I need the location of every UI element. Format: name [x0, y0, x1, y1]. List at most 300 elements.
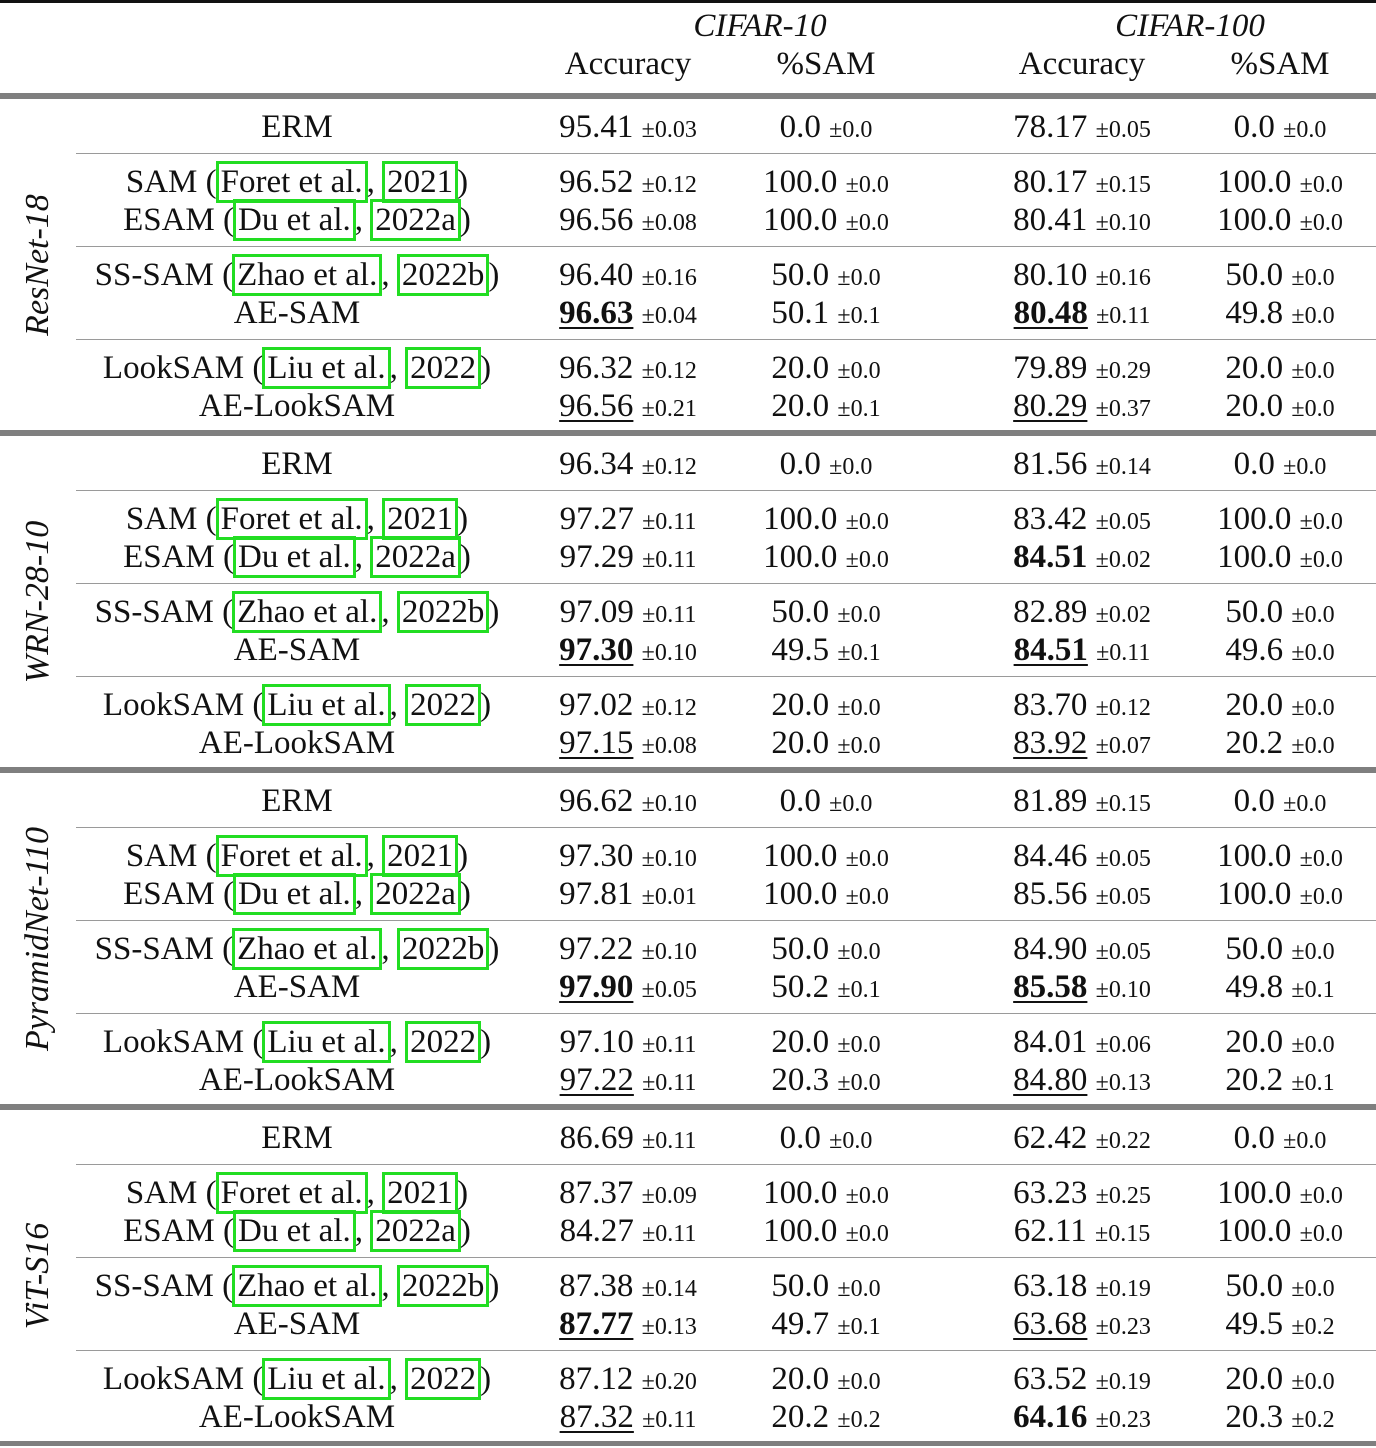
col-header-accuracy-cifar10: Accuracy [564, 46, 692, 82]
method-label: SS-SAM ( [94, 1268, 234, 1304]
sam-pct-cifar100-value: 0.0 [1233, 446, 1275, 482]
accuracy-cifar100-value: 85.56 [1013, 876, 1088, 912]
accuracy-cifar10-std: ±0.16 [641, 265, 697, 291]
accuracy-cifar100-cell [984, 782, 1180, 823]
accuracy-cifar10-cell [530, 724, 726, 765]
sam-pct-cifar10-cell [738, 1398, 914, 1439]
sam-pct-cifar100-cell [1192, 538, 1368, 579]
accuracy-cifar100-cell [984, 631, 1180, 672]
method-label: AE-LookSAM [198, 725, 396, 761]
accuracy-cifar100-std: ±0.10 [1095, 977, 1151, 1003]
citation-separator: , [389, 687, 407, 723]
sam-pct-cifar10-std: ±0.0 [837, 1369, 881, 1395]
citation-separator: , [389, 350, 407, 386]
sam-pct-cifar100-cell [1192, 349, 1368, 390]
accuracy-cifar10-cell [530, 593, 726, 634]
accuracy-cifar10-value: 97.30 [559, 632, 634, 668]
method-name [74, 1398, 520, 1436]
accuracy-cifar100-cell [984, 837, 1180, 878]
accuracy-cifar100-std: ±0.16 [1095, 265, 1151, 291]
citation-close: ) [459, 539, 471, 575]
sam-pct-cifar10-value: 100.0 [763, 539, 838, 575]
citation-close: ) [488, 594, 500, 630]
accuracy-cifar10-cell [530, 631, 726, 672]
accuracy-cifar10-value: 96.40 [559, 257, 634, 293]
sam-pct-cifar10-value: 100.0 [763, 838, 838, 874]
sam-pct-cifar10-cell [738, 445, 914, 486]
method-name [74, 1360, 520, 1398]
sam-pct-cifar10-std: ±0.1 [837, 977, 881, 1003]
accuracy-cifar100-value: 62.42 [1013, 1120, 1088, 1156]
accuracy-cifar10-value: 96.63 [559, 295, 634, 331]
accuracy-cifar10-cell [530, 968, 726, 1009]
sam-pct-cifar10-std: ±0.0 [845, 1183, 889, 1209]
sam-pct-cifar10-cell [738, 1360, 914, 1401]
citation-authors-link[interactable]: Du et al. [233, 1210, 356, 1252]
citation-authors-link[interactable]: Foret et al. [216, 161, 368, 203]
citation-year-link[interactable]: 2022a [370, 1210, 461, 1252]
citation-year-link[interactable]: 2022a [370, 536, 461, 578]
citation-close: ) [457, 1175, 469, 1211]
method-name [74, 968, 520, 1006]
citation-separator: , [366, 1175, 384, 1211]
citation-authors-link[interactable]: Liu et al. [262, 1358, 390, 1400]
method-name [74, 201, 520, 239]
accuracy-cifar100-value: 84.51 [1013, 539, 1088, 575]
sam-pct-cifar100-cell [1192, 256, 1368, 297]
accuracy-cifar100-cell [984, 108, 1180, 149]
citation-close: ) [457, 501, 469, 537]
sam-pct-cifar100-value: 20.0 [1225, 350, 1284, 386]
sam-pct-cifar10-value: 100.0 [763, 202, 838, 238]
sam-pct-cifar100-std: ±0.0 [1291, 602, 1335, 628]
accuracy-cifar100-cell [984, 1061, 1180, 1102]
sam-pct-cifar100-value: 49.5 [1225, 1306, 1284, 1342]
sam-pct-cifar10-value: 50.0 [771, 931, 830, 967]
accuracy-cifar100-std: ±0.11 [1096, 640, 1151, 666]
accuracy-cifar100-cell [984, 1398, 1180, 1439]
accuracy-cifar10-value: 96.52 [559, 164, 634, 200]
citation-authors-link[interactable]: Du et al. [233, 873, 356, 915]
accuracy-cifar10-cell [530, 1360, 726, 1401]
citation-year-link[interactable]: 2022 [405, 347, 481, 389]
citation-year-link[interactable]: 2022 [405, 1358, 481, 1400]
group-separator-rule [0, 767, 1376, 773]
sam-pct-cifar100-std: ±0.0 [1291, 695, 1335, 721]
col-header-sam-cifar100: %SAM [1230, 46, 1330, 82]
accuracy-cifar100-cell [984, 1305, 1180, 1346]
accuracy-cifar10-value: 87.37 [559, 1175, 634, 1211]
sam-pct-cifar10-std: ±0.0 [837, 695, 881, 721]
sam-pct-cifar10-value: 49.5 [771, 632, 830, 668]
citation-separator: , [381, 594, 398, 630]
accuracy-cifar100-value: 63.68 [1013, 1306, 1088, 1342]
accuracy-cifar10-std: ±0.01 [641, 884, 697, 910]
citation-authors-link[interactable]: Foret et al. [216, 1172, 368, 1214]
sam-pct-cifar10-std: ±0.0 [845, 884, 889, 910]
method-name [74, 1305, 520, 1343]
sam-pct-cifar100-cell [1192, 1267, 1368, 1308]
accuracy-cifar10-cell [530, 930, 726, 971]
accuracy-cifar100-std: ±0.05 [1095, 939, 1151, 965]
citation-year-link[interactable]: 2022b [397, 591, 490, 633]
accuracy-cifar10-value: 97.90 [559, 969, 634, 1005]
accuracy-cifar100-std: ±0.05 [1095, 117, 1151, 143]
citation-authors-link[interactable]: Zhao et al. [232, 591, 382, 633]
table-row [0, 1212, 1376, 1250]
sam-pct-cifar100-std: ±0.0 [1291, 1276, 1335, 1302]
accuracy-cifar10-std: ±0.10 [641, 791, 697, 817]
sam-pct-cifar10-value: 50.0 [771, 594, 830, 630]
sam-pct-cifar100-value: 100.0 [1217, 501, 1292, 537]
table-row [0, 256, 1376, 294]
method-label: AE-SAM [233, 1306, 361, 1342]
accuracy-cifar100-value: 83.70 [1013, 687, 1088, 723]
sam-pct-cifar100-value: 20.2 [1225, 725, 1284, 761]
sam-pct-cifar100-std: ±0.0 [1291, 939, 1335, 965]
sam-pct-cifar10-std: ±0.1 [837, 640, 881, 666]
accuracy-cifar10-cell [530, 1061, 726, 1102]
sam-pct-cifar10-std: ±0.0 [829, 454, 873, 480]
sam-pct-cifar100-std: ±0.2 [1291, 1314, 1335, 1340]
accuracy-cifar100-std: ±0.23 [1095, 1407, 1151, 1433]
accuracy-cifar10-cell [530, 1023, 726, 1064]
method-label: SS-SAM ( [94, 931, 234, 967]
sam-pct-cifar10-value: 20.0 [771, 388, 830, 424]
sam-pct-cifar100-cell [1192, 108, 1368, 149]
table-row [0, 500, 1376, 538]
model-name: PyramidNet-110 [19, 826, 57, 1051]
row-separator-rule [76, 827, 1376, 828]
method-label: ESAM ( [123, 202, 235, 238]
citation-separator: , [381, 931, 398, 967]
accuracy-cifar10-value: 87.32 [559, 1399, 634, 1435]
table-row [0, 1061, 1376, 1099]
table-row [0, 930, 1376, 968]
citation-authors-link[interactable]: Liu et al. [262, 684, 390, 726]
accuracy-cifar10-std: ±0.10 [641, 939, 697, 965]
method-label: LookSAM ( [102, 350, 264, 386]
accuracy-cifar100-std: ±0.02 [1095, 547, 1151, 573]
accuracy-cifar100-cell [984, 201, 1180, 242]
citation-year-link[interactable]: 2022 [405, 684, 481, 726]
sam-pct-cifar10-cell [738, 724, 914, 765]
table-row [0, 837, 1376, 875]
sam-pct-cifar10-std: ±0.0 [845, 846, 889, 872]
citation-year-link[interactable]: 2022a [370, 199, 461, 241]
sam-pct-cifar100-std: ±0.0 [1283, 1128, 1327, 1154]
table-row [0, 201, 1376, 239]
sam-pct-cifar100-value: 20.3 [1225, 1399, 1284, 1435]
citation-authors-link[interactable]: Liu et al. [262, 1021, 390, 1063]
citation-authors-link[interactable]: Foret et al. [216, 498, 368, 540]
method-name [74, 1023, 520, 1061]
table-row [0, 1305, 1376, 1343]
sam-pct-cifar10-value: 49.7 [771, 1306, 830, 1342]
accuracy-cifar100-cell [984, 686, 1180, 727]
citation-close: ) [457, 164, 469, 200]
sam-pct-cifar10-value: 100.0 [763, 164, 838, 200]
accuracy-cifar100-value: 62.11 [1013, 1213, 1087, 1249]
accuracy-cifar100-cell [984, 724, 1180, 765]
sam-pct-cifar10-std: ±0.0 [845, 172, 889, 198]
accuracy-cifar10-value: 97.22 [559, 931, 634, 967]
citation-close: ) [480, 687, 492, 723]
accuracy-cifar10-std: ±0.11 [642, 1221, 697, 1247]
citation-close: ) [459, 876, 471, 912]
accuracy-cifar100-cell [984, 930, 1180, 971]
sam-pct-cifar10-std: ±0.0 [837, 1276, 881, 1302]
citation-close: ) [488, 257, 500, 293]
sam-pct-cifar10-value: 50.1 [771, 295, 830, 331]
accuracy-cifar100-cell [984, 500, 1180, 541]
sam-pct-cifar100-cell [1192, 837, 1368, 878]
row-separator-rule [76, 676, 1376, 677]
sam-pct-cifar100-value: 20.0 [1225, 1361, 1284, 1397]
row-separator-rule [76, 339, 1376, 340]
citation-close: ) [488, 1268, 500, 1304]
accuracy-cifar100-std: ±0.10 [1095, 210, 1151, 236]
citation-year-link[interactable]: 2021 [382, 161, 458, 203]
table-row [0, 593, 1376, 631]
citation-close: ) [488, 931, 500, 967]
method-name [74, 782, 520, 820]
table-row [0, 387, 1376, 425]
accuracy-cifar10-cell [530, 201, 726, 242]
accuracy-cifar10-value: 97.30 [559, 838, 634, 874]
sam-pct-cifar100-std: ±0.1 [1291, 1070, 1335, 1096]
sam-pct-cifar100-cell [1192, 686, 1368, 727]
citation-authors-link[interactable]: Zhao et al. [232, 928, 382, 970]
accuracy-cifar100-value: 79.89 [1013, 350, 1088, 386]
model-name: ResNet-18 [19, 193, 57, 336]
sam-pct-cifar10-std: ±0.0 [837, 1070, 881, 1096]
accuracy-cifar100-value: 63.18 [1013, 1268, 1088, 1304]
sam-pct-cifar100-value: 49.6 [1225, 632, 1284, 668]
accuracy-cifar10-std: ±0.11 [642, 1407, 697, 1433]
accuracy-cifar10-cell [530, 294, 726, 335]
sam-pct-cifar10-value: 0.0 [779, 109, 821, 145]
accuracy-cifar10-cell [530, 163, 726, 204]
accuracy-cifar10-cell [530, 256, 726, 297]
citation-year-link[interactable]: 2021 [382, 835, 458, 877]
sam-pct-cifar100-std: ±0.0 [1291, 1369, 1335, 1395]
accuracy-cifar100-std: ±0.25 [1095, 1183, 1151, 1209]
table-top-rule [0, 0, 1376, 3]
citation-separator: , [389, 1361, 407, 1397]
method-label: AE-SAM [233, 295, 361, 331]
accuracy-cifar100-std: ±0.13 [1095, 1070, 1151, 1096]
dataset-header-cifar100: CIFAR-100 [1115, 8, 1265, 44]
sam-pct-cifar10-std: ±0.0 [837, 733, 881, 759]
method-label: ERM [261, 1120, 333, 1156]
accuracy-cifar10-cell [530, 1267, 726, 1308]
sam-pct-cifar100-std: ±0.0 [1291, 1032, 1335, 1058]
citation-authors-link[interactable]: Zhao et al. [232, 254, 382, 296]
sam-pct-cifar10-cell [738, 593, 914, 634]
table-row [0, 163, 1376, 201]
accuracy-cifar100-value: 80.48 [1013, 295, 1088, 331]
method-name [74, 724, 520, 762]
method-label: AE-LookSAM [198, 388, 396, 424]
method-name [74, 294, 520, 332]
accuracy-cifar100-cell [984, 349, 1180, 390]
accuracy-cifar10-value: 96.62 [559, 783, 634, 819]
method-name [74, 1174, 520, 1212]
accuracy-cifar10-value: 97.27 [559, 501, 634, 537]
accuracy-cifar100-value: 80.41 [1013, 202, 1088, 238]
accuracy-cifar100-cell [984, 163, 1180, 204]
sam-pct-cifar10-value: 20.0 [771, 725, 830, 761]
sam-pct-cifar100-cell [1192, 875, 1368, 916]
sam-pct-cifar10-cell [738, 163, 914, 204]
sam-pct-cifar10-cell [738, 1119, 914, 1160]
citation-close: ) [480, 1361, 492, 1397]
sam-pct-cifar10-std: ±0.0 [837, 602, 881, 628]
sam-pct-cifar100-std: ±0.0 [1291, 733, 1335, 759]
accuracy-cifar100-cell [984, 294, 1180, 335]
table-bottom-rule [0, 1441, 1376, 1446]
sam-pct-cifar10-cell [738, 387, 914, 428]
accuracy-cifar100-std: ±0.06 [1095, 1032, 1151, 1058]
accuracy-cifar100-cell [984, 1212, 1180, 1253]
sam-pct-cifar100-cell [1192, 163, 1368, 204]
model-name: ViT-S16 [19, 1222, 56, 1329]
accuracy-cifar10-cell [530, 686, 726, 727]
method-name [74, 875, 520, 913]
accuracy-cifar10-std: ±0.11 [642, 1128, 697, 1154]
sam-pct-cifar100-value: 100.0 [1217, 1175, 1292, 1211]
accuracy-cifar10-cell [530, 1174, 726, 1215]
citation-authors-link[interactable]: Foret et al. [216, 835, 368, 877]
table-row [0, 968, 1376, 1006]
accuracy-cifar10-value: 97.29 [559, 539, 634, 575]
method-label: AE-LookSAM [198, 1399, 396, 1435]
accuracy-cifar100-cell [984, 968, 1180, 1009]
accuracy-cifar100-std: ±0.02 [1095, 602, 1151, 628]
sam-pct-cifar10-std: ±0.0 [845, 547, 889, 573]
sam-pct-cifar10-value: 20.0 [771, 1361, 830, 1397]
citation-authors-link[interactable]: Zhao et al. [232, 1265, 382, 1307]
accuracy-cifar10-cell [530, 782, 726, 823]
accuracy-cifar10-value: 97.22 [559, 1062, 634, 1098]
accuracy-cifar100-std: ±0.05 [1095, 509, 1151, 535]
method-name [74, 686, 520, 724]
citation-authors-link[interactable]: Du et al. [233, 536, 356, 578]
citation-separator: , [354, 539, 372, 575]
accuracy-cifar100-value: 82.89 [1013, 594, 1088, 630]
accuracy-cifar100-cell [984, 875, 1180, 916]
accuracy-cifar100-cell [984, 1023, 1180, 1064]
method-label: LookSAM ( [102, 1024, 264, 1060]
citation-year-link[interactable]: 2022b [397, 1265, 490, 1307]
sam-pct-cifar100-value: 20.0 [1225, 388, 1284, 424]
sam-pct-cifar10-value: 100.0 [763, 1213, 838, 1249]
method-name [74, 500, 520, 538]
sam-pct-cifar100-cell [1192, 930, 1368, 971]
accuracy-cifar100-value: 84.46 [1013, 838, 1088, 874]
accuracy-cifar100-cell [984, 387, 1180, 428]
sam-pct-cifar100-std: ±0.0 [1299, 210, 1343, 236]
accuracy-cifar100-std: ±0.15 [1095, 172, 1151, 198]
table-row [0, 1023, 1376, 1061]
accuracy-cifar100-value: 84.51 [1013, 632, 1088, 668]
sam-pct-cifar100-std: ±0.0 [1299, 547, 1343, 573]
sam-pct-cifar10-std: ±0.0 [845, 1221, 889, 1247]
accuracy-cifar10-value: 96.32 [559, 350, 634, 386]
accuracy-cifar10-std: ±0.13 [641, 1314, 697, 1340]
sam-pct-cifar100-cell [1192, 1398, 1368, 1439]
sam-pct-cifar100-std: ±0.0 [1291, 358, 1335, 384]
sam-pct-cifar10-std: ±0.0 [837, 358, 881, 384]
sam-pct-cifar100-value: 50.0 [1225, 931, 1284, 967]
sam-pct-cifar100-cell [1192, 1174, 1368, 1215]
citation-year-link[interactable]: 2022a [370, 873, 461, 915]
accuracy-cifar10-value: 84.27 [559, 1213, 634, 1249]
table-row [0, 1360, 1376, 1398]
accuracy-cifar10-cell [530, 1398, 726, 1439]
accuracy-cifar10-value: 97.81 [559, 876, 634, 912]
group-separator-rule [0, 1104, 1376, 1110]
accuracy-cifar10-std: ±0.14 [641, 1276, 697, 1302]
method-name [74, 1267, 520, 1305]
citation-year-link[interactable]: 2022b [397, 928, 490, 970]
citation-authors-link[interactable]: Liu et al. [262, 347, 390, 389]
citation-year-link[interactable]: 2022b [397, 254, 490, 296]
accuracy-cifar10-std: ±0.20 [641, 1369, 697, 1395]
sam-pct-cifar10-cell [738, 631, 914, 672]
sam-pct-cifar100-value: 49.8 [1225, 295, 1284, 331]
sam-pct-cifar100-cell [1192, 201, 1368, 242]
sam-pct-cifar10-value: 50.0 [771, 257, 830, 293]
method-name [74, 1119, 520, 1157]
method-name [74, 1212, 520, 1250]
accuracy-cifar10-value: 86.69 [559, 1120, 634, 1156]
sam-pct-cifar10-cell [738, 108, 914, 149]
sam-pct-cifar10-std: ±0.0 [837, 1032, 881, 1058]
method-label: ERM [261, 109, 333, 145]
sam-pct-cifar100-std: ±0.0 [1299, 846, 1343, 872]
sam-pct-cifar10-cell [738, 1267, 914, 1308]
sam-pct-cifar10-value: 0.0 [779, 446, 821, 482]
sam-pct-cifar100-std: ±0.1 [1291, 977, 1335, 1003]
sam-pct-cifar100-value: 20.2 [1225, 1062, 1284, 1098]
table-row [0, 724, 1376, 762]
accuracy-cifar100-cell [984, 445, 1180, 486]
sam-pct-cifar100-std: ±0.0 [1299, 509, 1343, 535]
sam-pct-cifar100-cell [1192, 968, 1368, 1009]
method-name [74, 837, 520, 875]
citation-close: ) [459, 202, 471, 238]
sam-pct-cifar100-cell [1192, 724, 1368, 765]
citation-authors-link[interactable]: Du et al. [233, 199, 356, 241]
sam-pct-cifar100-std: ±0.0 [1299, 172, 1343, 198]
sam-pct-cifar100-cell [1192, 1119, 1368, 1160]
method-name [74, 256, 520, 294]
accuracy-cifar10-value: 97.15 [559, 725, 634, 761]
row-separator-rule [76, 490, 1376, 491]
citation-year-link[interactable]: 2021 [382, 498, 458, 540]
method-name [74, 108, 520, 146]
citation-year-link[interactable]: 2022 [405, 1021, 481, 1063]
sam-pct-cifar100-cell [1192, 1023, 1368, 1064]
citation-close: ) [459, 1213, 471, 1249]
citation-year-link[interactable]: 2021 [382, 1172, 458, 1214]
accuracy-cifar100-value: 63.52 [1013, 1361, 1088, 1397]
sam-pct-cifar10-value: 0.0 [779, 1120, 821, 1156]
accuracy-cifar100-std: ±0.15 [1095, 791, 1151, 817]
sam-pct-cifar100-value: 50.0 [1225, 257, 1284, 293]
